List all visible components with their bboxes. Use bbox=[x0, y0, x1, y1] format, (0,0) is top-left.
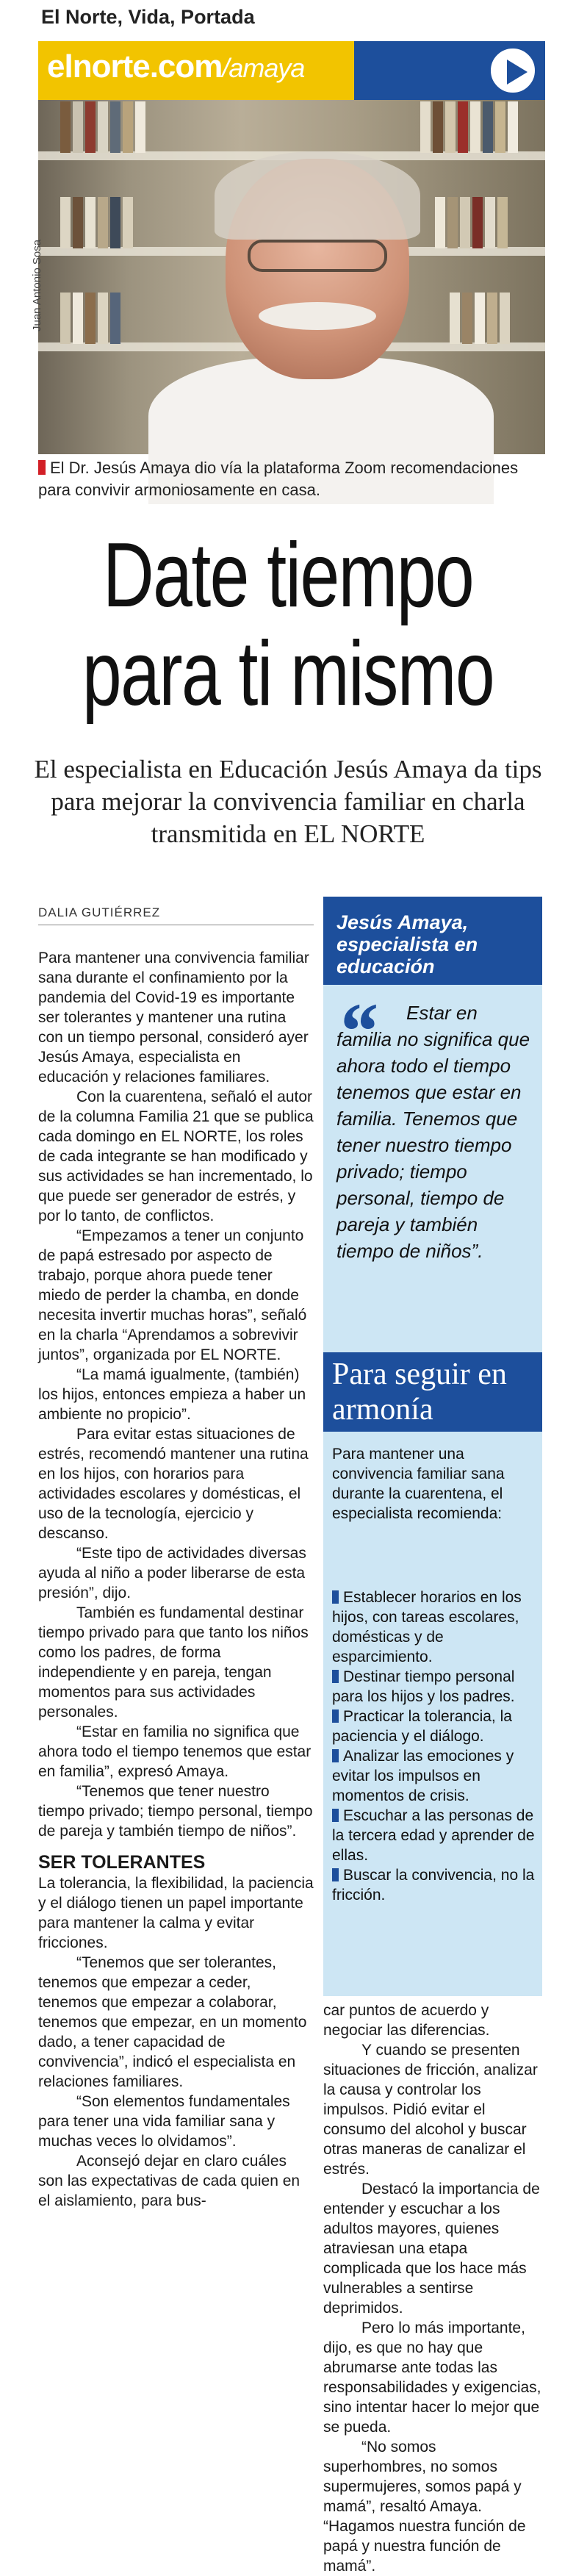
brand-logo bbox=[47, 49, 304, 85]
bullet-icon bbox=[332, 1809, 339, 1822]
list-item bbox=[332, 1667, 538, 1707]
bullet-icon bbox=[332, 1749, 339, 1762]
brand-sub: /amaya bbox=[222, 53, 305, 83]
paragraph: Para mantener una convivencia familiar sana durante el confinamiento por la pandemia del Covid-19 es importante ser tolerantes y mantener una rutina con un tiempo personal, consideró ayer Jesús Amaya, especialista en educación y relaciones familiares. bbox=[38, 950, 309, 1086]
tips-list bbox=[332, 1587, 538, 1905]
paragraph: La tolerancia, la flexibilidad, la paciencia y el diálogo tienen un papel importante para mantener la calma y evitar fricciones. bbox=[38, 1875, 314, 1951]
sidebar bbox=[323, 897, 542, 1996]
photo-caption bbox=[38, 457, 545, 501]
paragraph: Con la cuarentena, señaló el autor de la columna Familia 21 que se publica cada domingo en EL NORTE, los roles de cada integrante se han modificado y sus actividades se han incrementado, lo que puede ser generador de estrés, y por lo tanto, de conflictos. bbox=[38, 1088, 314, 1224]
paragraph: Destacó la importancia de entender y escuchar a los adultos mayores, quienes atraviesan una etapa complicada que los hace más vulnerables a sentirse deprimidos. bbox=[323, 2181, 540, 2317]
list-item bbox=[332, 1746, 538, 1806]
bullet-icon bbox=[332, 1868, 339, 1881]
list-item bbox=[332, 1865, 538, 1905]
paragraph: Y cuando se presenten situaciones de fricción, analizar la causa y controlar los impulsos. Pidió evitar el consumo del alcohol y buscar otras maneras de canalizar el estrés. bbox=[323, 2042, 538, 2178]
bullet-icon bbox=[332, 1670, 339, 1683]
paragraph: car puntos de acuerdo y negociar las diferencias. bbox=[323, 2002, 490, 2039]
article-column-1 bbox=[38, 948, 314, 2211]
caption-marker-icon bbox=[38, 460, 46, 475]
paragraph: Aconsejó dejar en claro cuáles son las expectativas de cada quien en el aislamiento, para bus- bbox=[38, 2153, 300, 2209]
quote-attribution: Jesús Amaya, especialista en educación bbox=[336, 911, 478, 977]
headline-line-1: Date tiempo bbox=[102, 525, 474, 626]
photo-credit-wrap bbox=[9, 41, 43, 423]
paragraph: Para evitar estas situaciones de estrés, recomendó mantener una rutina en los hijos, con horarios para actividades escolares y domésticas, el uso de la tecnología, ejercicio y descanso. bbox=[38, 1426, 309, 1542]
tip-text: Escuchar a las personas de la tercera edad y aprender de ellas. bbox=[332, 1807, 535, 1864]
photo-credit: Juan Antonio Sosa bbox=[31, 239, 43, 331]
paragraph: “Son elementos fundamentales para tener una vida familiar sana y muchas veces lo olvidamos”. bbox=[38, 2093, 290, 2150]
list-item bbox=[332, 1707, 538, 1746]
person-hair bbox=[215, 151, 420, 240]
quote-mark-icon: “ bbox=[336, 986, 377, 1076]
tips-box-title: Para seguir en armonía bbox=[332, 1357, 507, 1427]
mustache-shape bbox=[259, 302, 376, 330]
list-item bbox=[332, 1587, 538, 1667]
bullet-icon bbox=[332, 1590, 339, 1604]
paragraph: “Tenemos que tener nuestro tiempo privado; tiempo personal, tiempo de pareja y también tiempo de niños”. bbox=[38, 1783, 313, 1840]
headline-line-2: para ti mismo bbox=[82, 623, 494, 725]
article-photo bbox=[38, 41, 545, 454]
caption-text: El Dr. Jesús Amaya dio vía la plataforma Zoom recomendaciones para convivir armoniosamente en casa. bbox=[38, 459, 519, 499]
tips-box-intro: Para mantener una convivencia familiar sana durante la cuarentena, el especialista recomienda: bbox=[332, 1446, 505, 1522]
sidebar-rule bbox=[323, 897, 542, 903]
paragraph: “La mamá igualmente, (también) los hijos, entonces empieza a haber un ambiente no propicio”. bbox=[38, 1366, 306, 1423]
article-column-2 bbox=[323, 2001, 542, 2576]
paragraph: “Estar en familia no significa que ahora todo el tiempo tenemos que estar en familia”, expresó Amaya. bbox=[38, 1723, 312, 1780]
quote-header bbox=[323, 903, 542, 985]
byline: DALIA GUTIÉRREZ bbox=[38, 905, 161, 919]
bullet-icon bbox=[332, 1709, 339, 1723]
paragraph: “Este tipo de actividades diversas ayuda al niño a poder liberarse de esta presión”, dijo. bbox=[38, 1545, 306, 1601]
brand-main: elnorte.com bbox=[47, 49, 223, 85]
source-line: El Norte, Vida, Portada bbox=[41, 6, 255, 28]
paragraph: “Empezamos a tener un conjunto de papá estresado por aspecto de trabajo, porque ahora puede tener miedo de perder la chamba, en donde necesita invertir muchas horas”, señaló en la charla “Aprendamos a sobrevivir juntos”, organizada por EL NORTE. bbox=[38, 1227, 307, 1363]
paragraph: “No somos superhombres, no somos supermujeres, somos papá y mamá”, resaltó Amaya. “Hagamos nuestra función de papá y nuestra función de mamá”. bbox=[323, 2439, 526, 2575]
paragraph: También es fundamental destinar tiempo privado para que tanto los niños como los padres, de forma independiente y en pareja, tengan momentos para sus actividades personales. bbox=[38, 1604, 309, 1721]
tip-text: Destinar tiempo personal para los hijos y los padres. bbox=[332, 1668, 515, 1705]
play-icon[interactable] bbox=[488, 46, 538, 96]
tips-box-header bbox=[323, 1352, 542, 1432]
tip-text: Establecer horarios en los hijos, con tareas escolares, domésticas y de esparcimiento. bbox=[332, 1589, 522, 1665]
pull-quote: Estar en familia no significa que ahora todo el tiempo tenemos que estar en familia. Tenemos que tener nuestro tiempo privado; tiempo personal, tiempo de pareja y también tiempo de niños”. bbox=[336, 1002, 530, 1262]
tip-text: Buscar la convivencia, no la fricción. bbox=[332, 1867, 535, 1904]
subhead: SER TOLERANTES bbox=[38, 1852, 206, 1873]
tip-text: Practicar la tolerancia, la paciencia y el diálogo. bbox=[332, 1708, 512, 1745]
glasses-shape bbox=[248, 240, 387, 272]
paragraph: “Tenemos que ser tolerantes, tenemos que empezar a ceder, tenemos que empezar a colaborar, tenemos que empezar, en un momento dado, a tener capacidad de convivencia”, indicó el especialista en relaciones familiares. bbox=[38, 1954, 307, 2090]
tip-text: Analizar las emociones y evitar los impulsos en momentos de crisis. bbox=[332, 1748, 514, 1804]
deck: El especialista en Educación Jesús Amaya da tips para mejorar la convivencia familiar en charla transmitida en EL NORTE bbox=[34, 755, 542, 848]
list-item bbox=[332, 1806, 538, 1865]
paragraph: Pero lo más importante, dijo, es que no hay que abrumarse ante todas las responsabilidades y exigencias, sino intentar hacer lo mejor que se pueda. bbox=[323, 2320, 541, 2436]
